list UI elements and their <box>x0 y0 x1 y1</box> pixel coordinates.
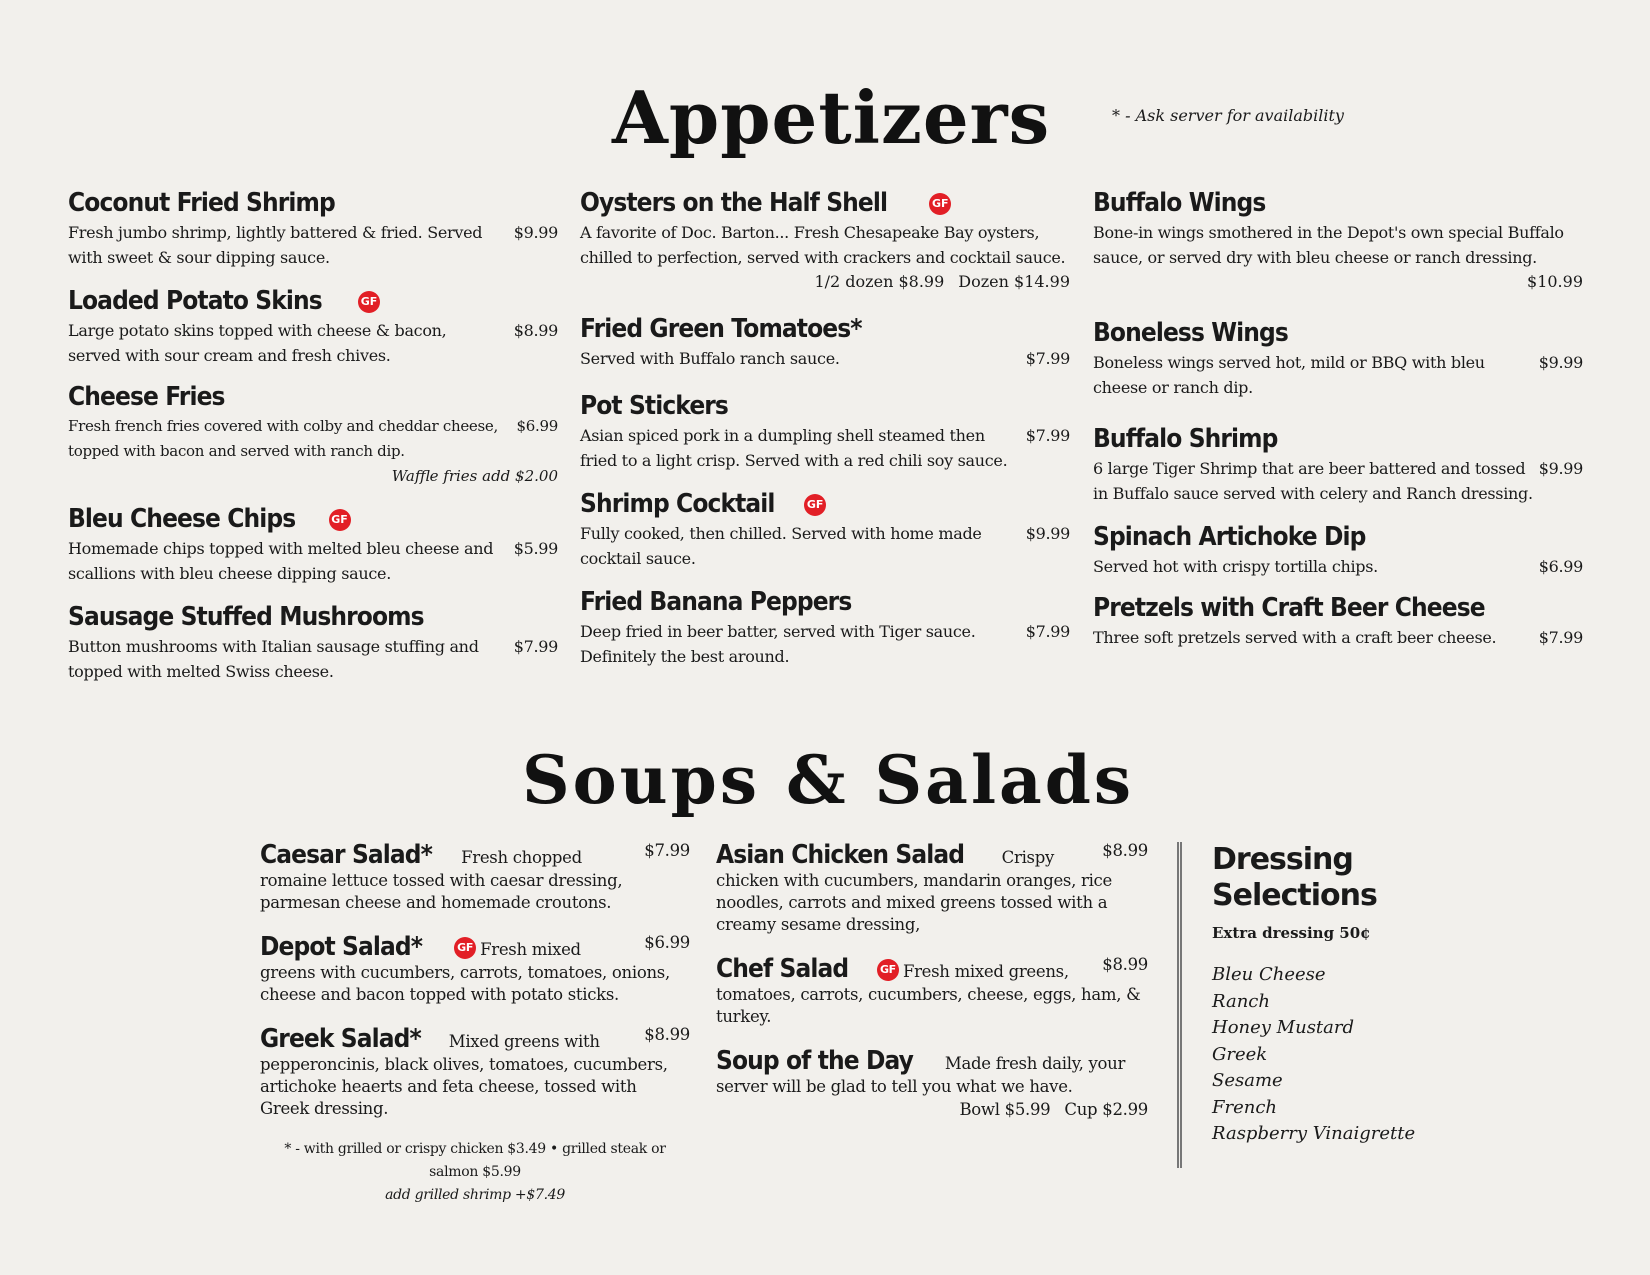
item-name: Asian Chicken Salad <box>716 840 965 870</box>
item-price: $9.99 <box>1025 524 1070 543</box>
menu-item <box>1093 316 1583 400</box>
item-price-line <box>580 270 1070 294</box>
menu-item <box>580 585 1070 669</box>
item-price: Dozen $14.99 <box>958 272 1070 291</box>
item-name: Greek Salad* <box>260 1024 421 1054</box>
item-description-text: Fresh jumbo shrimp, lightly battered & fried. Served with sweet & sour dipping sauce. <box>68 223 483 267</box>
item-header <box>580 585 1070 619</box>
dressing-item: Greek <box>1212 1043 1268 1065</box>
item-name: Boneless Wings <box>1093 318 1288 348</box>
item-description <box>68 318 558 368</box>
gluten-free-icon: GF <box>804 494 826 516</box>
item-name: Buffalo Shrimp <box>1093 424 1278 454</box>
item-description-text: Crispy chicken with cucumbers, mandarin oranges, rice noodles, carrots and mixed greens tossed with a creamy sesame dressing, <box>716 848 1112 934</box>
menu-item <box>68 502 558 586</box>
item-header <box>1093 520 1583 554</box>
item-header <box>68 502 558 536</box>
dressing-item: Honey Mustard <box>1212 1017 1355 1038</box>
item-description-text: Fresh chopped romaine lettuce tossed with caesar dressing, parmesan cheese and homemade croutons. <box>260 848 623 912</box>
menu-item <box>1093 520 1583 579</box>
item-description <box>1093 554 1583 579</box>
item-price: $9.99 <box>513 223 558 242</box>
item-description-text: A favorite of Doc. Barton... Fresh Chesapeake Bay oysters, chilled to perfection, served with crackers and cocktail sauce. <box>580 223 1066 267</box>
item-description <box>1093 350 1583 400</box>
menu-item <box>580 487 1070 571</box>
item-header <box>68 186 558 220</box>
item-header <box>580 312 1070 346</box>
item-description <box>580 521 1070 571</box>
item-description <box>68 414 558 464</box>
item-note: Waffle fries add $2.00 <box>391 467 558 485</box>
dressing-item: Raspberry Vinaigrette <box>1212 1123 1416 1144</box>
item-description-text: Deep fried in beer batter, served with Tiger sauce. Definitely the best around. <box>580 622 976 666</box>
item-description <box>580 220 1070 270</box>
item-description-text: 6 large Tiger Shrimp that are beer battered and tossed in Buffalo sauce served with celery and Ranch dressing. <box>1093 459 1533 503</box>
item-price: $7.99 <box>1538 628 1583 647</box>
item-name: Loaded Potato Skins <box>68 286 322 316</box>
item-header <box>1093 316 1583 350</box>
dressing-selections <box>1212 842 1512 1148</box>
item-name: Pot Stickers <box>580 391 728 421</box>
item-description-text: Asian spiced pork in a dumpling shell steamed then fried to a light crisp. Served with a red chili soy sauce. <box>580 426 1008 470</box>
item-header <box>580 389 1070 423</box>
item-header <box>580 186 1070 220</box>
item-price: $7.99 <box>1025 622 1070 641</box>
item-price: 1/2 dozen $8.99 <box>814 272 945 291</box>
dressing-title-line-1: Dressing <box>1212 842 1353 877</box>
item-header <box>1093 186 1583 220</box>
menu-item <box>580 389 1070 473</box>
item-name: Depot Salad* <box>260 932 423 962</box>
dressing-item: French <box>1212 1096 1278 1118</box>
item-description-text: Fresh mixed greens, tomatoes, carrots, cucumbers, cheese, eggs, ham, & turkey. <box>716 962 1141 1026</box>
menu-item <box>68 186 558 270</box>
item-description <box>1093 220 1583 270</box>
item-header <box>68 380 558 414</box>
item-name: Buffalo Wings <box>1093 188 1266 218</box>
menu-item <box>580 312 1070 371</box>
item-description-text: Fresh french fries covered with colby and cheddar cheese, topped with bacon and served with ranch dip. <box>68 417 498 460</box>
item-description <box>68 220 558 270</box>
item-description-text: Bone-in wings smothered in the Depot's own special Buffalo sauce, or served dry with bleu cheese or ranch dressing. <box>1093 223 1564 267</box>
item-price: $9.99 <box>1538 353 1583 372</box>
menu-item <box>260 840 690 914</box>
item-description-text: Boneless wings served hot, mild or BBQ with bleu cheese or ranch dip. <box>1093 353 1485 397</box>
item-header <box>580 487 1070 521</box>
appetizers-column-1 <box>68 186 558 684</box>
item-description-text: Button mushrooms with Italian sausage stuffing and topped with melted Swiss cheese. <box>68 637 479 681</box>
dressing-divider <box>1177 842 1182 1168</box>
item-price-line <box>1093 270 1583 294</box>
menu-item <box>1093 422 1583 506</box>
item-header <box>1093 591 1583 625</box>
item-header <box>1093 422 1583 456</box>
item-header <box>68 284 558 318</box>
item-description-text: Homemade chips topped with melted bleu cheese and scallions with bleu cheese dipping sauce. <box>68 539 494 583</box>
item-price: $6.99 <box>1538 557 1583 576</box>
item-name: Oysters on the Half Shell <box>580 188 888 218</box>
item-name: Bleu Cheese Chips <box>68 504 296 534</box>
item-price: $7.99 <box>1025 349 1070 368</box>
gluten-free-icon: GF <box>454 937 476 959</box>
menu-item <box>580 186 1070 294</box>
salads-column-2 <box>716 840 1148 1140</box>
gluten-free-icon: GF <box>877 959 899 981</box>
item-header <box>68 600 558 634</box>
salad-addon-footnote <box>260 1138 690 1207</box>
menu-item <box>716 954 1148 1028</box>
dressing-item: Bleu Cheese <box>1212 964 1326 985</box>
dressing-item: Ranch <box>1212 990 1270 1012</box>
item-price: $7.99 <box>513 637 558 656</box>
item-name: Sausage Stuffed Mushrooms <box>68 602 424 632</box>
menu-item <box>260 1024 690 1120</box>
item-description <box>1093 456 1583 506</box>
item-name: Fried Green Tomatoes* <box>580 314 862 344</box>
extra-dressing-price: Extra dressing 50¢ <box>1212 924 1371 942</box>
item-description-text: Mixed greens with pepperoncinis, black olives, tomatoes, cucumbers, artichoke heaerts and feta cheese, tossed with Greek dressing. <box>260 1032 668 1118</box>
item-price: $6.99 <box>644 933 690 952</box>
item-name: Caesar Salad* <box>260 840 432 870</box>
item-description <box>580 423 1070 473</box>
item-price: $7.99 <box>644 841 690 860</box>
item-description-text: Large potato skins topped with cheese & bacon, served with sour cream and fresh chives. <box>68 321 447 365</box>
item-description-text: Served hot with crispy tortilla chips. <box>1093 557 1378 576</box>
item-price: $6.99 <box>516 417 558 435</box>
item-name: Shrimp Cocktail <box>580 489 775 519</box>
item-description-text: Made fresh daily, your server will be glad to tell you what we have. <box>716 1054 1126 1096</box>
dressing-title-line-2: Selections <box>1212 878 1377 913</box>
item-description <box>68 634 558 684</box>
item-price: $8.99 <box>513 321 558 340</box>
item-name: Soup of the Day <box>716 1046 914 1076</box>
footnote-shrimp: add grilled shrimp +$7.49 <box>385 1187 565 1203</box>
item-name: Pretzels with Craft Beer Cheese <box>1093 593 1485 623</box>
item-price: $8.99 <box>1102 955 1148 974</box>
menu-item <box>716 1046 1148 1122</box>
item-price: $7.99 <box>1025 426 1070 445</box>
item-description-text: Three soft pretzels served with a craft beer cheese. <box>1093 628 1497 647</box>
menu-item <box>68 380 558 488</box>
appetizers-column-2 <box>580 186 1070 669</box>
item-price: Cup $2.99 <box>1064 1100 1148 1119</box>
item-description-text: Fresh mixed greens with cucumbers, carrots, tomatoes, onions, cheese and bacon topped with potato sticks. <box>260 940 670 1004</box>
soups-salads-title: Soups & Salads <box>522 741 1135 819</box>
item-description <box>580 619 1070 669</box>
item-description <box>1093 625 1583 650</box>
item-description <box>580 346 1070 371</box>
item-name: Chef Salad <box>716 954 849 984</box>
item-price: Bowl $5.99 <box>959 1100 1051 1119</box>
item-price: $8.99 <box>1102 841 1148 860</box>
appetizers-title: Appetizers <box>612 75 1051 160</box>
gluten-free-icon: GF <box>329 509 351 531</box>
item-price-line <box>716 1098 1148 1122</box>
item-name: Cheese Fries <box>68 382 225 412</box>
menu-item <box>260 932 690 1006</box>
item-name: Fried Banana Peppers <box>580 587 852 617</box>
footnote-text: * - with grilled or crispy chicken $3.49 • grilled steak or salmon $5.99 <box>284 1141 666 1180</box>
menu-item <box>68 284 558 368</box>
item-name: Spinach Artichoke Dip <box>1093 522 1366 552</box>
salads-column-1 <box>260 840 690 1207</box>
item-price: $10.99 <box>1527 272 1583 291</box>
menu-item <box>1093 186 1583 294</box>
gluten-free-icon: GF <box>358 291 380 313</box>
item-price: $8.99 <box>644 1025 690 1044</box>
item-description <box>68 536 558 586</box>
item-description-text: Fully cooked, then chilled. Served with home made cocktail sauce. <box>580 524 982 568</box>
item-price: $5.99 <box>513 539 558 558</box>
dressing-item: Sesame <box>1212 1070 1283 1091</box>
item-description-text: Served with Buffalo ranch sauce. <box>580 349 840 368</box>
item-price: $9.99 <box>1538 459 1583 478</box>
menu-item <box>716 840 1148 936</box>
appetizers-column-3 <box>1093 186 1583 650</box>
dressing-list <box>1212 962 1512 1148</box>
menu-item <box>1093 591 1583 650</box>
menu-item <box>68 600 558 684</box>
availability-note: * - Ask server for availability <box>1112 106 1344 125</box>
gluten-free-icon: GF <box>929 193 951 215</box>
item-name: Coconut Fried Shrimp <box>68 188 335 218</box>
